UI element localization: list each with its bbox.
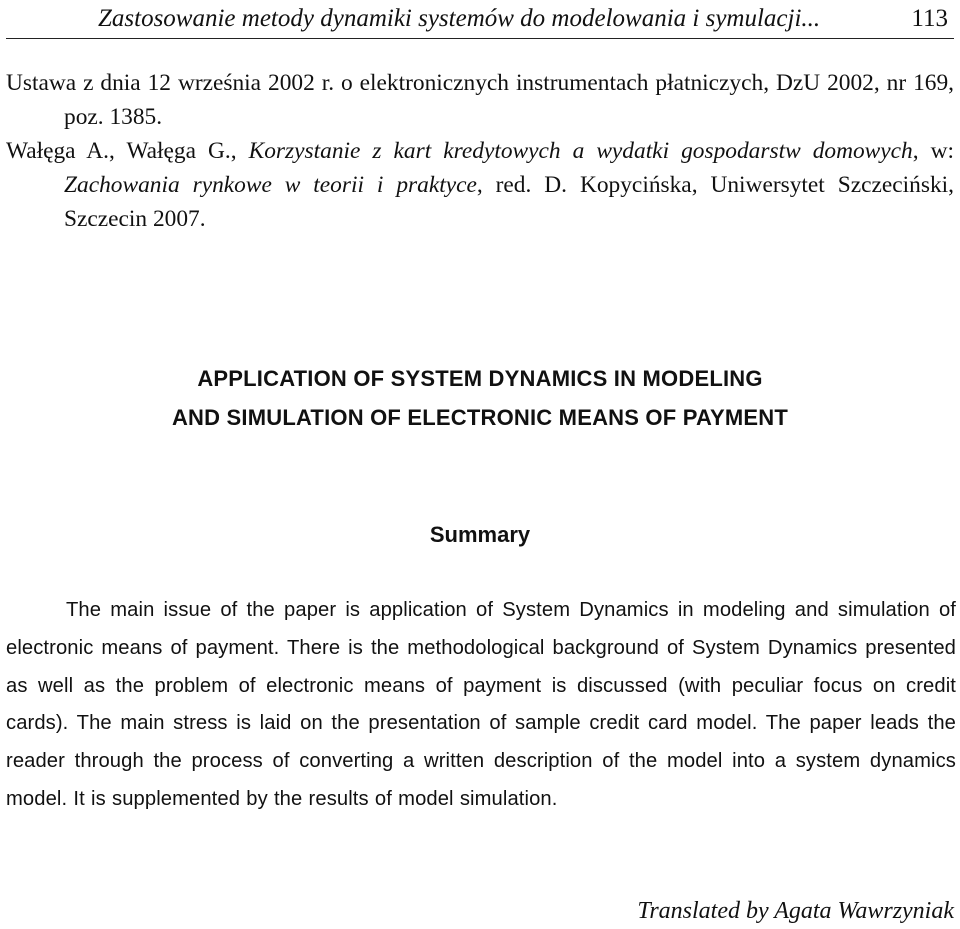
summary-paragraph: The main issue of the paper is application of System Dynamics in modeling and simulation of electronic means of payment. There is the methodological background of System Dynamics presented as well as the problem of electronic means of payment is discussed (with peculiar focus on credit cards). The main stress is laid on the presentation of sample credit card model. The paper leads the reader through the process of converting a written description of the model into a system dynamics model. It is supplemented by the results of model simulation. bbox=[6, 599, 956, 810]
reference-item bbox=[6, 134, 954, 236]
page-number: 113 bbox=[911, 5, 948, 32]
reference-chapter-title: Korzystanie z kart kredytowych a wydatki gospodarstw domowych bbox=[248, 138, 913, 164]
reference-authors: Wałęga A., Wałęga G., bbox=[6, 138, 249, 164]
running-header bbox=[6, 2, 954, 39]
summary-body bbox=[6, 592, 956, 819]
reference-text: Ustawa z dnia 12 września 2002 r. o elektronicznych instrumentach płatniczych, DzU 2002, nr 169, poz. 1385. bbox=[6, 70, 954, 130]
reference-book-title: Zachowania rynkowe w teorii i praktyce bbox=[64, 172, 477, 198]
reference-separator: , w: bbox=[912, 138, 954, 164]
english-title bbox=[0, 359, 960, 437]
translator-credit: Translated by Agata Wawrzyniak bbox=[637, 898, 954, 924]
reference-publisher: , red. D. Kopycińska, Uniwersytet Szczeciński, Szczecin 2007. bbox=[64, 172, 954, 232]
running-title: Zastosowanie metody dynamiki systemów do modelowania i symulacji... bbox=[98, 5, 821, 32]
reference-list bbox=[6, 66, 954, 236]
reference-item bbox=[6, 66, 954, 134]
summary-heading: Summary bbox=[429, 522, 531, 547]
english-title-line-2: AND SIMULATION OF ELECTRONIC MEANS OF PAYMENT bbox=[171, 405, 789, 430]
english-title-line-1: APPLICATION OF SYSTEM DYNAMICS IN MODELING bbox=[197, 366, 763, 391]
